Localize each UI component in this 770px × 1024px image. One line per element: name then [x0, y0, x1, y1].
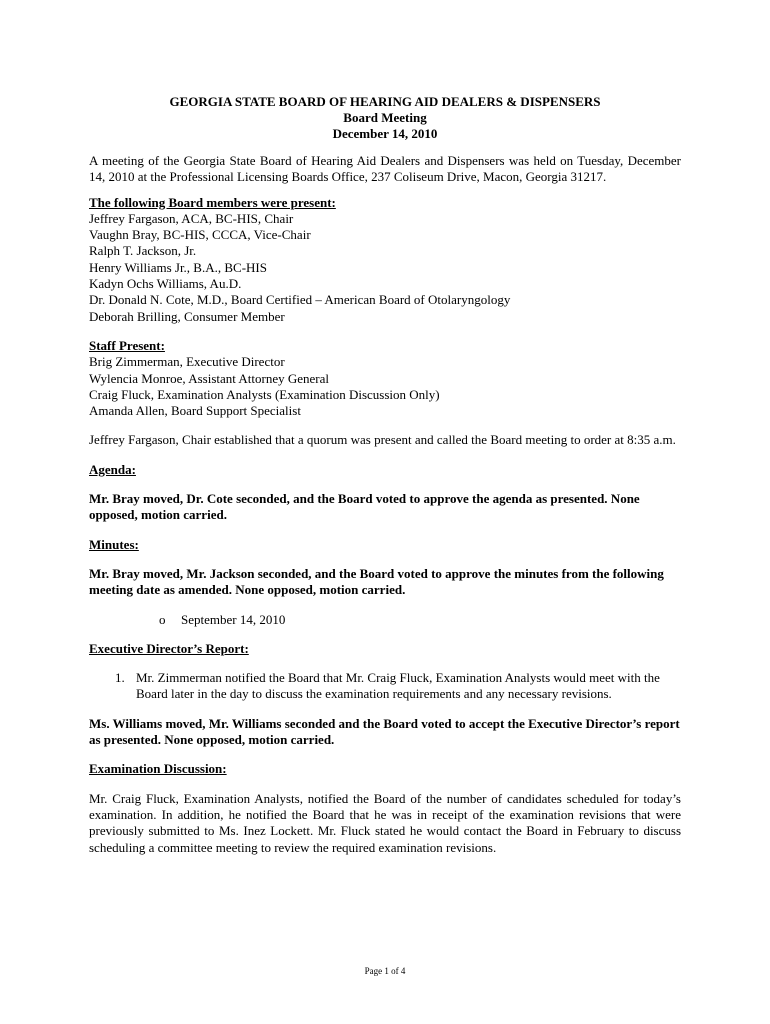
page-number: Page 1 of 4 [364, 966, 406, 976]
intro-paragraph: A meeting of the Georgia State Board of Hearing Aid Dealers and Dispensers was held on Tuesday, December 14, 2010 at the Professional Licensing Boards Office, 237 Coliseum Drive, Macon, Georgia 31217. [89, 153, 681, 185]
bullet-marker: o [159, 611, 166, 627]
agenda-motion: Mr. Bray moved, Dr. Cote seconded, and the Board voted to approve the agenda as presented. None opposed, motion carried. [89, 491, 640, 523]
members-heading: The following Board members were present: [89, 194, 336, 210]
list-item: Ralph T. Jackson, Jr. [89, 243, 197, 259]
list-item: Vaughn Bray, BC-HIS, CCCA, Vice-Chair [89, 227, 311, 243]
exam-heading: Examination Discussion: [89, 761, 227, 777]
list-item: Dr. Donald N. Cote, M.D., Board Certified – American Board of Otolaryngology [89, 292, 511, 308]
meeting-type-title: Board Meeting [343, 110, 427, 125]
exec-report-heading: Executive Director’s Report: [89, 640, 249, 656]
list-item: Henry Williams Jr., B.A., BC-HIS [89, 259, 267, 275]
agenda-heading: Agenda: [89, 461, 136, 477]
list-item: Amanda Allen, Board Support Specialist [89, 403, 301, 419]
quorum-paragraph: Jeffrey Fargason, Chair established that a quorum was present and called the Board meeting to order at 8:35 a.m. [89, 432, 676, 448]
minutes-heading: Minutes: [89, 536, 139, 552]
document-header [89, 94, 681, 142]
minutes-date-item: September 14, 2010 [181, 611, 286, 627]
board-name-title: GEORGIA STATE BOARD OF HEARING AID DEALERS & DISPENSERS [169, 94, 601, 109]
meeting-date-title: December 14, 2010 [332, 126, 438, 141]
list-item: Brig Zimmerman, Executive Director [89, 354, 285, 370]
list-item: Craig Fluck, Examination Analysts (Examination Discussion Only) [89, 386, 440, 402]
exam-paragraph: Mr. Craig Fluck, Examination Analysts, notified the Board of the number of candidates scheduled for today’s examination. In addition, he notified the Board that he was in receipt of the examination revisions that were previously submitted to Ms. Inez Lockett. Mr. Fluck stated he would contact the Board in February to discuss scheduling a committee meeting to review the required examination revisions. [89, 790, 681, 855]
item-text: Mr. Zimmerman notified the Board that Mr. Craig Fluck, Examination Analysts would meet with the Board later in the day to discuss the examination requirements and any necessary revisions. [136, 670, 660, 702]
list-item: Kadyn Ochs Williams, Au.D. [89, 276, 242, 292]
exec-report-motion: Ms. Williams moved, Mr. Williams seconded and the Board voted to accept the Executive Director’s report as presented. None opposed, motion carried. [89, 715, 680, 748]
minutes-bullet-item [89, 612, 681, 628]
staff-heading: Staff Present: [89, 337, 165, 353]
item-number: 1. [115, 670, 125, 686]
list-item: Wylencia Monroe, Assistant Attorney General [89, 370, 330, 386]
list-item: Jeffrey Fargason, ACA, BC-HIS, Chair [89, 210, 294, 226]
exec-report-item [89, 670, 681, 703]
list-item: Deborah Brilling, Consumer Member [89, 308, 285, 324]
members-list [89, 211, 681, 325]
minutes-motion: Mr. Bray moved, Mr. Jackson seconded, and the Board voted to approve the minutes from the following meeting date as amended. None opposed, motion carried. [89, 565, 664, 598]
staff-list [89, 354, 681, 419]
